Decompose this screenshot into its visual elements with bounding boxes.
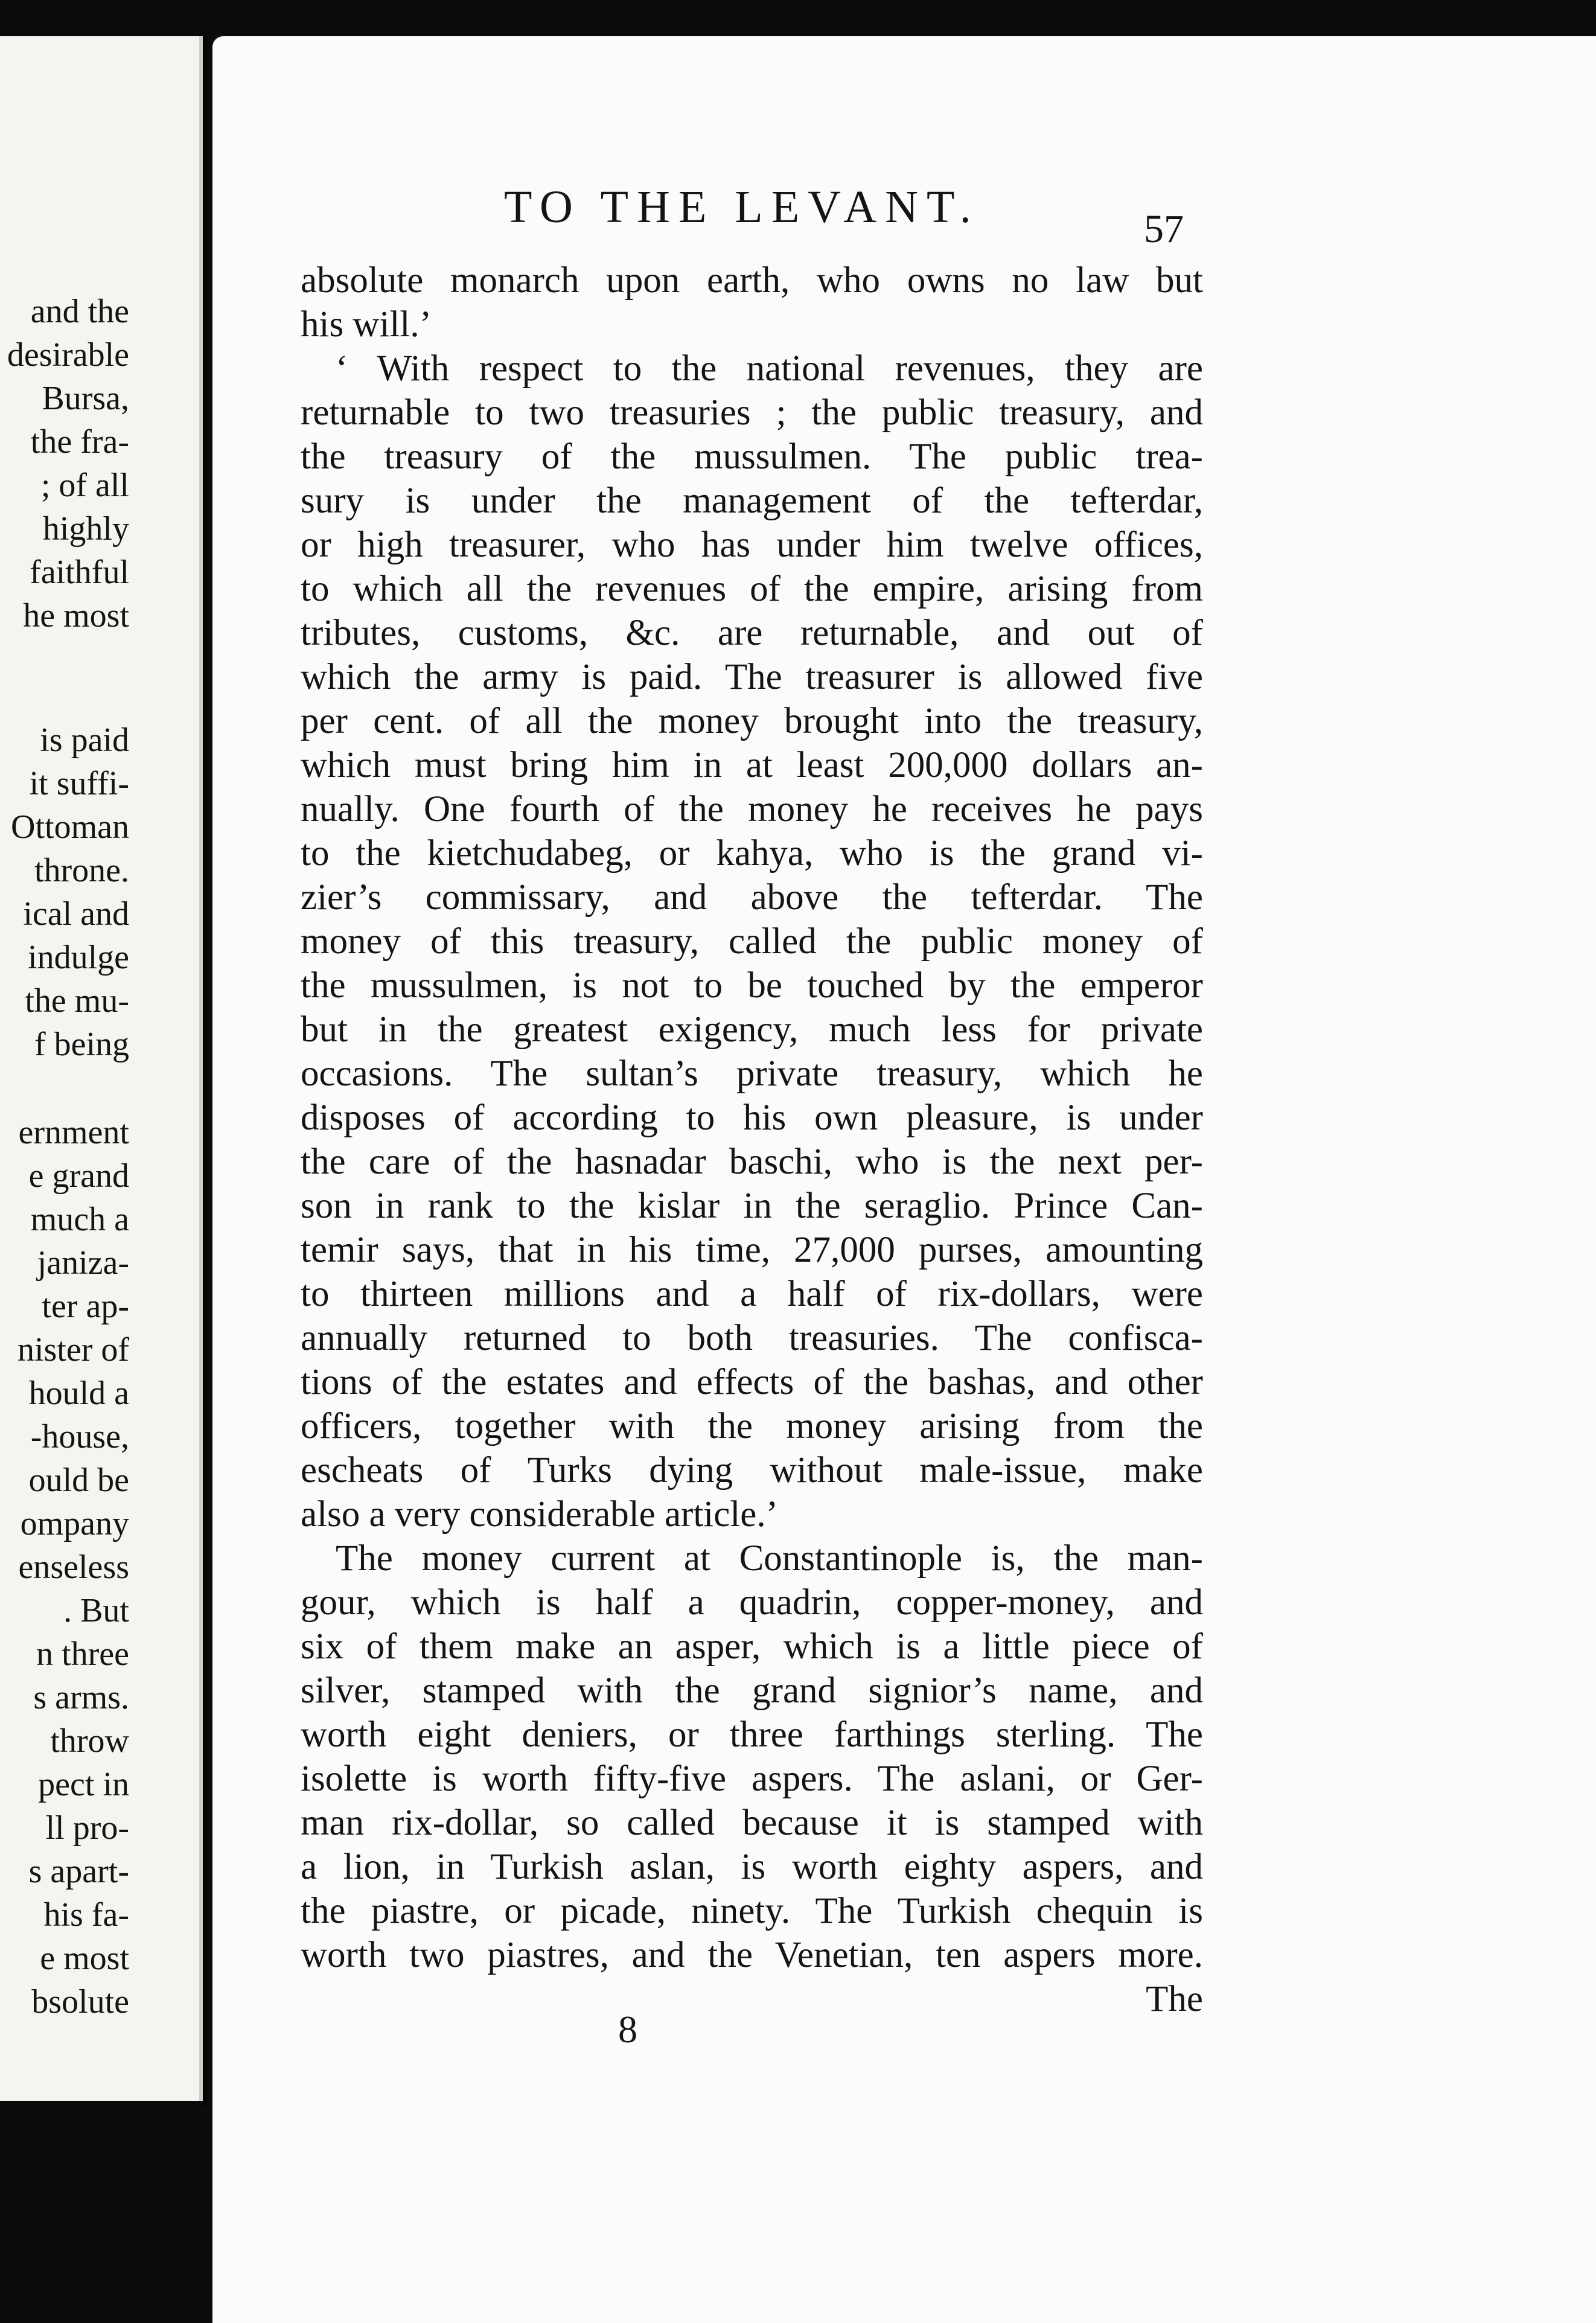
facing-page-fragment: ical and bbox=[23, 895, 129, 933]
text-line: the treasury of the mussulmen. The public trea- bbox=[301, 436, 1203, 477]
body-text bbox=[301, 258, 1203, 2021]
facing-page-fragment: Ottoman bbox=[11, 808, 129, 846]
page-number: 57 bbox=[1144, 207, 1184, 251]
text-line: occasions. The sultan’s private treasury, which he bbox=[301, 1053, 1203, 1094]
facing-page-fragment: . But bbox=[63, 1592, 129, 1629]
facing-page-fragment: throw bbox=[50, 1722, 129, 1760]
facing-page-fragment: faithful bbox=[30, 554, 129, 591]
facing-page-fragment: desirable bbox=[7, 336, 129, 374]
facing-page-fragment: pect in bbox=[38, 1766, 129, 1803]
facing-page-fragment: ll pro- bbox=[45, 1809, 129, 1847]
text-line: isolette is worth fifty-five aspers. The aslani, or Ger- bbox=[301, 1759, 1203, 1799]
running-head: TO THE LEVANT. bbox=[504, 182, 980, 232]
facing-page-fragment: he most bbox=[23, 597, 129, 634]
facing-page-edge bbox=[0, 36, 203, 2101]
text-line: his will.’ bbox=[301, 304, 432, 345]
facing-page-fragment: highly bbox=[42, 510, 129, 548]
facing-page-fragment: hould a bbox=[28, 1375, 129, 1412]
facing-page-fragment: -house, bbox=[30, 1418, 129, 1455]
text-line: son in rank to the kislar in the seraglio. Prince Can- bbox=[301, 1186, 1203, 1226]
text-line: which must bring him in at least 200,000 dollars an- bbox=[301, 745, 1203, 785]
text-line: nually. One fourth of the money he receives he pays bbox=[301, 789, 1203, 829]
text-line: six of them make an asper, which is a little piece of bbox=[301, 1626, 1203, 1667]
text-line: temir says, that in his time, 27,000 purses, amounting bbox=[301, 1230, 1203, 1270]
facing-page-fragment: throne. bbox=[34, 852, 129, 889]
facing-page-fragment: ernment bbox=[18, 1114, 129, 1151]
text-line: ‘ With respect to the national revenues, they are bbox=[336, 348, 1203, 389]
facing-page-fragment: ompany bbox=[20, 1505, 129, 1542]
text-line: tributes, customs, &c. are returnable, and out of bbox=[301, 613, 1203, 653]
facing-page-fragment: s arms. bbox=[33, 1679, 129, 1716]
facing-page-fragment: e grand bbox=[28, 1157, 129, 1195]
text-line: which the army is paid. The treasurer is allowed five bbox=[301, 657, 1203, 697]
text-line: annually returned to both treasuries. The confisca- bbox=[301, 1318, 1203, 1358]
signature-mark: 8 bbox=[618, 2008, 637, 2051]
facing-page-fragment: enseless bbox=[18, 1548, 129, 1586]
text-line: The money current at Constantinople is, the man- bbox=[336, 1538, 1203, 1579]
catchword: The bbox=[1146, 1979, 1203, 2019]
facing-page-fragment: the mu- bbox=[25, 982, 129, 1020]
facing-page-fragment: it suffi- bbox=[29, 765, 129, 802]
text-line: absolute monarch upon earth, who owns no law but bbox=[301, 260, 1203, 301]
text-line: escheats of Turks dying without male-issue, make bbox=[301, 1450, 1203, 1491]
facing-page-fragment: Bursa, bbox=[42, 380, 129, 417]
text-line: to the kietchudabeg, or kahya, who is the grand vi- bbox=[301, 833, 1203, 874]
text-line: disposes of according to his own pleasure, is under bbox=[301, 1098, 1203, 1138]
text-line: to thirteen millions and a half of rix-dollars, were bbox=[301, 1274, 1203, 1314]
facing-page-fragment: ter ap- bbox=[42, 1288, 129, 1325]
text-line: silver, stamped with the grand signior’s name, and bbox=[301, 1670, 1203, 1711]
facing-page-fragment: bsolute bbox=[31, 1983, 129, 2021]
text-line: per cent. of all the money brought into the treasury, bbox=[301, 701, 1203, 741]
text-line: tions of the estates and effects of the bashas, and other bbox=[301, 1362, 1203, 1402]
text-line: the care of the hasnadar baschi, who is the next per- bbox=[301, 1142, 1203, 1182]
facing-page-fragment: f being bbox=[34, 1026, 129, 1063]
text-line: worth eight deniers, or three farthings sterling. The bbox=[301, 1714, 1203, 1755]
facing-page-fragment: ould be bbox=[28, 1462, 129, 1499]
text-line: man rix-dollar, so called because it is stamped with bbox=[301, 1803, 1203, 1843]
text-line: the mussulmen, is not to be touched by the emperor bbox=[301, 965, 1203, 1006]
text-line: money of this treasury, called the public money of bbox=[301, 921, 1203, 962]
text-line: also a very considerable article.’ bbox=[301, 1494, 778, 1535]
facing-page-fragment: much a bbox=[30, 1201, 129, 1238]
facing-page-fragment: ; of all bbox=[40, 467, 129, 504]
text-line: a lion, in Turkish aslan, is worth eighty aspers, and bbox=[301, 1847, 1203, 1887]
facing-page-fragment: s apart- bbox=[28, 1853, 129, 1890]
facing-page-fragment: nister of bbox=[17, 1331, 129, 1369]
text-line: returnable to two treasuries ; the public treasury, and bbox=[301, 392, 1203, 433]
text-line: the piastre, or picade, ninety. The Turkish chequin is bbox=[301, 1891, 1203, 1931]
text-line: sury is under the management of the tefterdar, bbox=[301, 481, 1203, 521]
facing-page-fragment: and the bbox=[30, 293, 129, 330]
facing-page-fragment: is paid bbox=[40, 721, 129, 759]
facing-page-fragment: n three bbox=[36, 1635, 129, 1673]
text-line: to which all the revenues of the empire, arising from bbox=[301, 569, 1203, 609]
facing-page-fragment: e most bbox=[40, 1940, 129, 1977]
facing-page-fragment: his fa- bbox=[43, 1896, 129, 1934]
text-line: zier’s commissary, and above the tefterdar. The bbox=[301, 877, 1203, 918]
facing-page-fragment: the fra- bbox=[30, 423, 129, 461]
facing-page-fragment: janiza- bbox=[37, 1244, 129, 1282]
text-line: but in the greatest exigency, much less for private bbox=[301, 1009, 1203, 1050]
facing-page-fragment: indulge bbox=[28, 939, 129, 976]
text-line: gour, which is half a quadrin, copper-money, and bbox=[301, 1582, 1203, 1623]
text-line: worth two piastres, and the Venetian, ten aspers more. bbox=[301, 1935, 1203, 1975]
text-line: or high treasurer, who has under him twelve offices, bbox=[301, 525, 1203, 565]
text-line: officers, together with the money arising from the bbox=[301, 1406, 1203, 1446]
